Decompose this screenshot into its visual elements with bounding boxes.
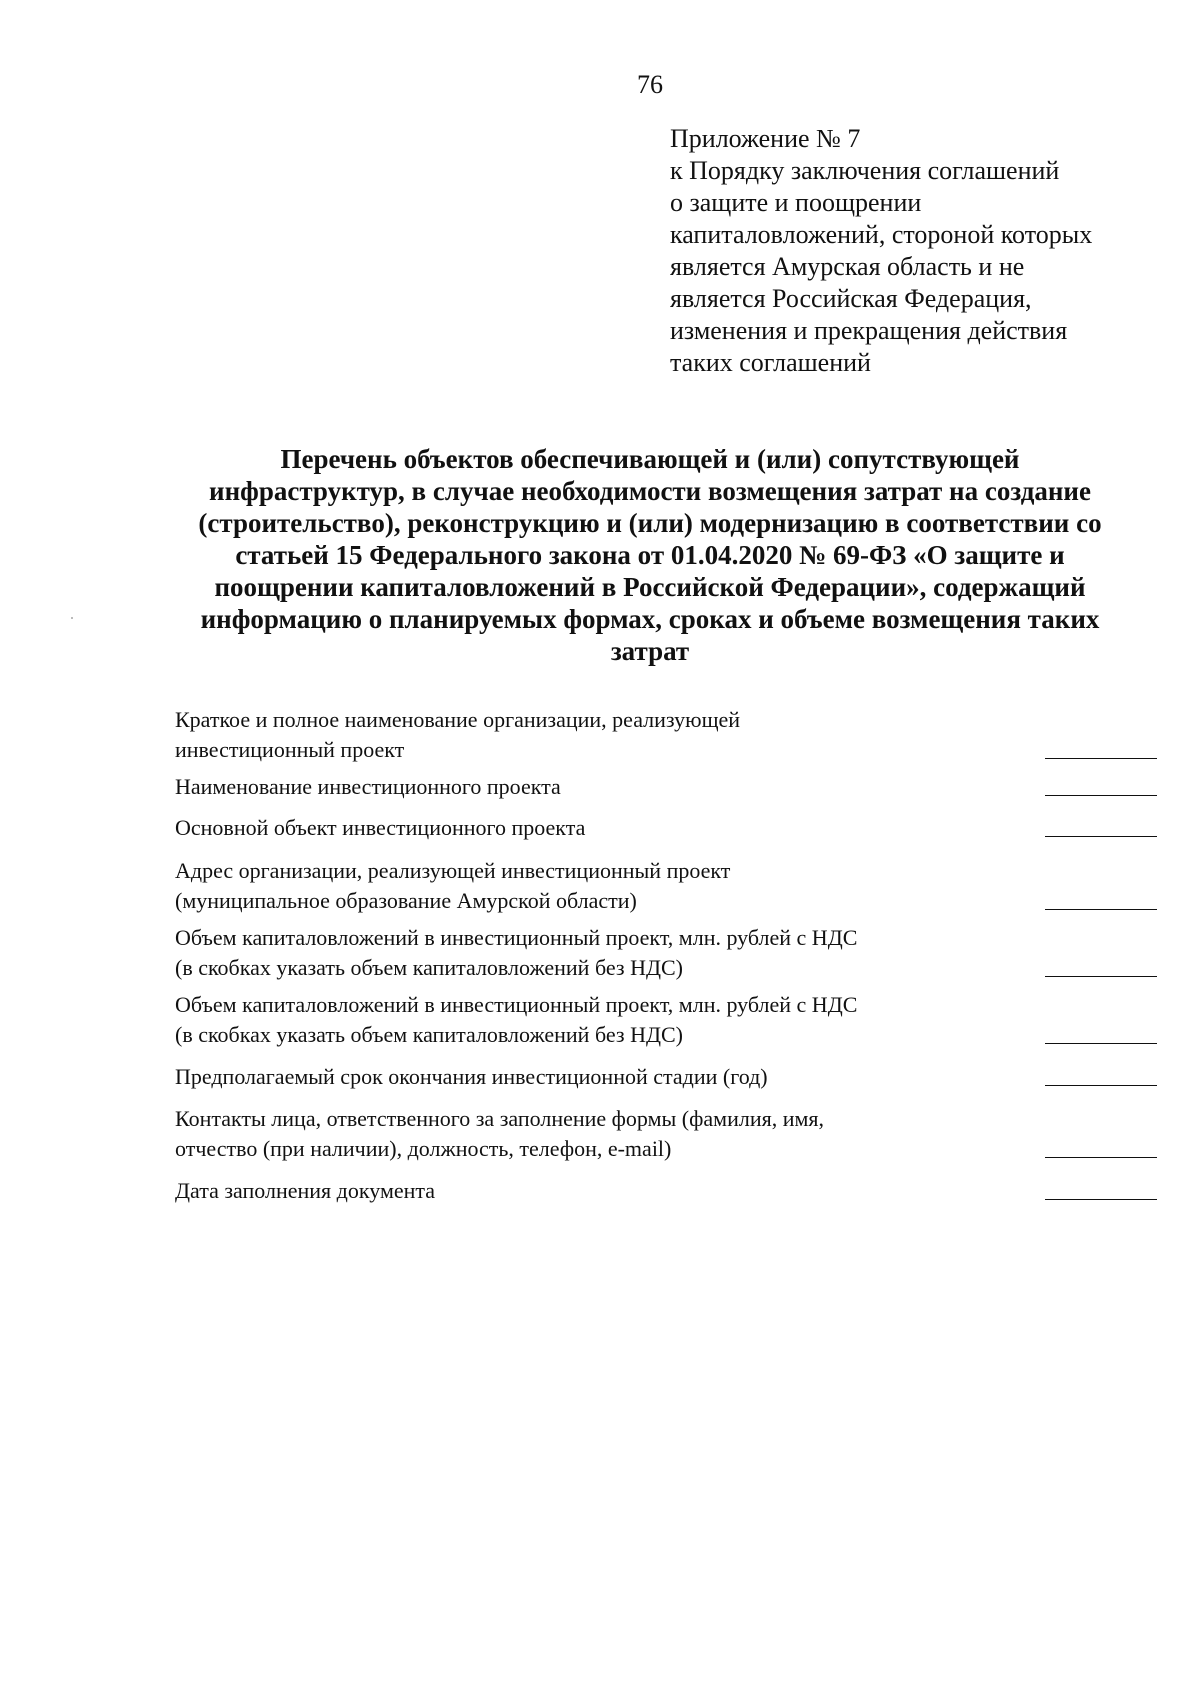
scan-speck [71,617,73,619]
form-row-contact-person [175,1104,1175,1164]
fill-in-blank-line[interactable] [1045,1043,1157,1044]
form-row-label [175,990,1175,1050]
page-number: 76 [637,70,663,99]
form-label-line: (муниципальное образование Амурской области) [175,888,637,913]
form-label-line: инвестиционный проект [175,737,405,762]
form-label-line: Объем капиталовложений в инвестиционный проект, млн. рублей с НДС [175,992,858,1017]
form-row-label [175,1062,1175,1092]
form-label-line: отчество (при наличии), должность, телефон, e-mail) [175,1136,672,1161]
form-label-line: Контакты лица, ответственного за заполнение формы (фамилия, имя, [175,1106,825,1131]
form-label-line: Предполагаемый срок окончания инвестиционной стадии (год) [175,1064,768,1089]
title-line: поощрении капиталовложений в Российской Федерации», содержащий [214,572,1086,602]
appendix-line: таких соглашений [670,348,871,377]
form-row-organization-name [175,705,1175,765]
fill-in-blank-line[interactable] [1045,836,1157,837]
form-row-project-name [175,772,1175,802]
appendix-line: является Амурская область и не [670,252,1025,281]
fill-in-blank-line[interactable] [1045,1085,1157,1086]
form-label-line: Краткое и полное наименование организации, реализующей [175,707,741,732]
appendix-line: к Порядку заключения соглашений [670,156,1060,185]
title-line: (строительство), реконструкцию и (или) модернизацию в соответствии со [198,508,1102,538]
form-row-label [175,1176,1175,1206]
form-row-label [175,923,1175,983]
form-row-label [175,856,1175,916]
form-row-label [175,772,1175,802]
document-title [150,443,1150,667]
form-row-label [175,1104,1175,1164]
fill-in-blank-line[interactable] [1045,909,1157,910]
form-row-investment-volume-1 [175,923,1175,983]
form-row-label [175,705,1175,765]
title-line: Перечень объектов обеспечивающей и (или) сопутствующей [280,444,1020,474]
title-line: инфраструктур, в случае необходимости возмещения затрат на создание [209,476,1091,506]
form-label-line: Объем капиталовложений в инвестиционный проект, млн. рублей с НДС [175,925,858,950]
form-row-main-object [175,813,1175,843]
form-label-line: Наименование инвестиционного проекта [175,774,561,799]
title-line: статьей 15 Федерального закона от 01.04.2020 № 69-ФЗ «О защите и [235,540,1065,570]
appendix-line: капиталовложений, стороной которых [670,220,1093,249]
title-line: затрат [610,636,690,666]
fill-in-blank-line[interactable] [1045,795,1157,796]
fill-in-blank-line[interactable] [1045,976,1157,977]
form-label-line: Основной объект инвестиционного проекта [175,815,586,840]
title-line: информацию о планируемых формах, сроках и объеме возмещения таких [200,604,1100,634]
form-row-investment-stage-end [175,1062,1175,1092]
form-row-organization-address [175,856,1175,916]
form-row-fill-date [175,1176,1175,1206]
appendix-line: является Российская Федерация, [670,284,1032,313]
appendix-line: о защите и поощрении [670,188,922,217]
form-label-line: (в скобках указать объем капиталовложений без НДС) [175,1022,683,1047]
appendix-header [670,123,1170,379]
form-label-line: Дата заполнения документа [175,1178,436,1203]
form-label-line: Адрес организации, реализующей инвестиционный проект [175,858,731,883]
fill-in-blank-line[interactable] [1045,758,1157,759]
fill-in-blank-line[interactable] [1045,1199,1157,1200]
form-row-investment-volume-2 [175,990,1175,1050]
appendix-line: Приложение № 7 [670,124,861,153]
fill-in-blank-line[interactable] [1045,1157,1157,1158]
form-label-line: (в скобках указать объем капиталовложений без НДС) [175,955,683,980]
form-row-label [175,813,1175,843]
appendix-line: изменения и прекращения действия [670,316,1068,345]
